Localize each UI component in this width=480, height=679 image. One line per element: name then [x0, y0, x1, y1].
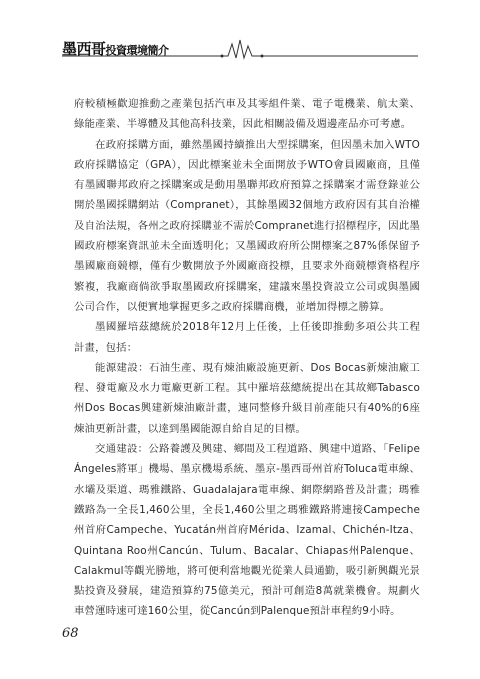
paragraph: 能源建設：石油生產、現有煉油廠設施更新、Dos Bocas新煉油廠工程、發電廠及水力電廠更新工程。其中羅培茲總統提出在其故鄉Tabasco州Dos Bocas興建新煉油廠計畫，連同整修升級目前產能只有40%的6座煉油更新計畫，以達到墨國能源自給自足的目標。: [74, 361, 420, 435]
paragraph: 交通建設：公路養護及興建、鄉間及工程道路、興建中道路、「Felipe Ángeles將軍」機場、墨京機場系統、墨京-墨西哥州首府Toluca電車線、水壩及渠道、瑪雅鐵路、Guadalajara電車線、網際網路普及計畫；瑪雅鐵路為一全長1,460公里，全長1,460公里之瑪雅鐵路將連接Campeche州首府Campeche、Yucatán州首府Mérida、Izamal、Chichén-Itza、Quintana Roo州Cancún、Tulum、Bacalar、Chiapas州Palenque、Calakmul等觀光勝地，將可便利當地觀光從業人員通勤，吸引新興觀光景點投資及發展，建造預算約75億美元，預計可創造8萬就業機會。規劃火車營運時速可達160公里，從Cancún到Palenque預計車程約9小時。: [74, 443, 420, 618]
paragraph: 在政府採購方面，雖然墨國持續推出大型採購案，但因墨未加入WTO政府採購協定（GPA），因此標案並未全面開放予WTO會員國廠商，且僅有墨國聯邦政府之採購案或是動用墨聯邦政府預算之採購案才需登錄並公開於墨國採購網站（Compranet），其餘墨國32個地方政府因有其自治權及自治法規，各州之政府採購並不需於Compranet進行招標程序，因此墨國政府標案資訊並未全面透明化；又墨國政府所公開標案之87%係保留予墨國廠商競標，僅有少數開放予外國廠商投標，且要求外商競標資格程序繁複，我廠商倘欲爭取墨國政府採購案，建議來墨投資設立公司或與墨國公司合作，以便實地掌握更多之政府採購商機，並增加得標之勝算。: [74, 138, 420, 313]
header-title-main: 墨西哥: [62, 40, 106, 58]
paragraph: 府較積極歡迎推動之產業包括汽車及其零組件業、電子電機業、航太業、綠能產業、半導體及其他高科技業，因此相關設備及週邊產品亦可考慮。: [74, 98, 420, 131]
header-title: [62, 38, 169, 59]
header-title-sub: 投資環境簡介: [105, 44, 169, 57]
paragraph: 墨國羅培茲總統於2018年12月上任後，上任後即推動多項公共工程計畫，包括：: [74, 321, 420, 354]
page-number: 68: [62, 626, 79, 641]
running-header: [62, 36, 418, 60]
body-text: [74, 94, 420, 622]
